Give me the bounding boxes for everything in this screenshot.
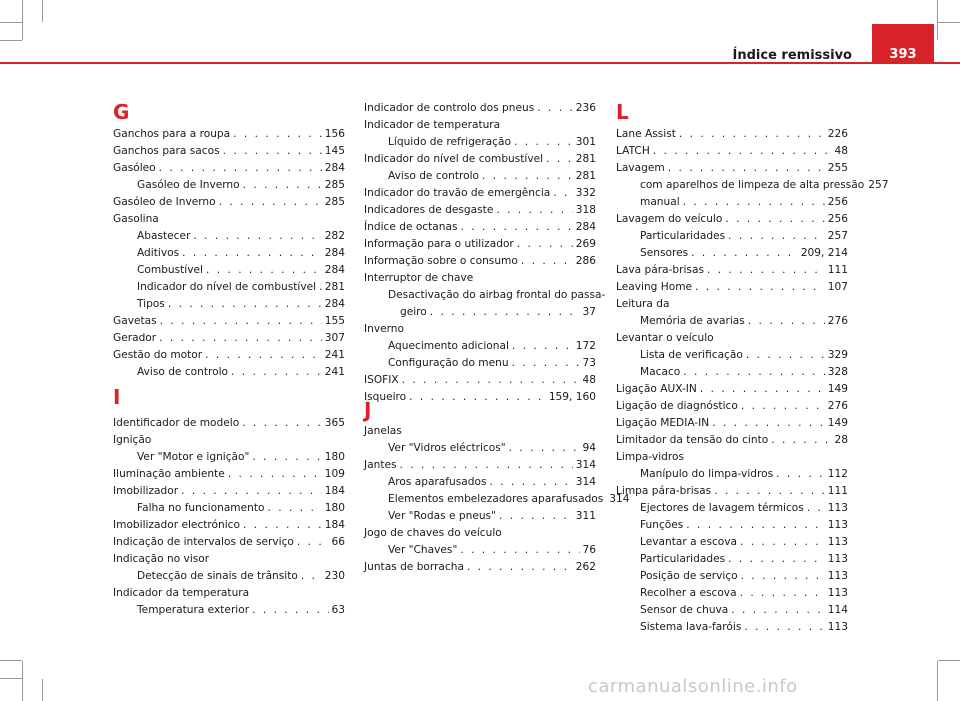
crop-mark xyxy=(0,40,22,41)
index-heading: Levantar o veículo xyxy=(616,332,714,344)
index-entry: Gasóleo . . . 284 xyxy=(113,160,345,177)
index-subentry: Configuração do menu . . . 73 xyxy=(388,355,596,372)
index-heading: Gasolina xyxy=(113,213,159,225)
index-subentry: Ver "Motor e ignição" . . . 180 xyxy=(137,449,345,466)
index-heading: Janelas xyxy=(364,425,402,437)
index-heading: Interruptor de chave xyxy=(364,272,474,284)
index-subentry: Aros aparafusados . . . 314 xyxy=(388,474,596,491)
index-subentry: Posição de serviço . . . 113 xyxy=(640,568,848,585)
index-entry: Indicador do travão de emergência . . . 332 xyxy=(364,185,596,202)
index-entry: Limpa pára-brisas . . . 111 xyxy=(616,483,848,500)
index-entry: Leaving Home . . . 107 xyxy=(616,279,848,296)
index-entry: Iluminação ambiente . . . 109 xyxy=(113,466,345,483)
index-entry: Índice de octanas . . . 284 xyxy=(364,219,596,236)
index-entry: Indicador do nível de combustível . . . 281 xyxy=(364,151,596,168)
index-entry: Jantes . . . 314 xyxy=(364,457,596,474)
index-entry: LATCH . . . 48 xyxy=(616,143,848,160)
index-subentry: Sensor de chuva . . . 114 xyxy=(640,602,848,619)
watermark: carmanualsonline.info xyxy=(588,676,798,697)
index-entry: Juntas de borracha . . . 262 xyxy=(364,559,596,576)
index-entry: Lavagem do veículo . . . 256 xyxy=(616,211,848,228)
crop-mark xyxy=(42,679,43,701)
page-number: 393 xyxy=(889,47,917,62)
index-subentry: Aviso de controlo . . . 241 xyxy=(137,364,345,381)
index-entry: Imobilizador . . . 184 xyxy=(113,483,345,500)
index-heading: Indicação no visor xyxy=(113,553,210,565)
index-heading: Indicador da temperatura xyxy=(113,587,250,599)
crop-mark xyxy=(22,0,23,40)
index-subentry: Ejectores de lavagem térmicos . . . 113 xyxy=(640,500,848,517)
crop-mark xyxy=(0,22,22,23)
crop-mark xyxy=(937,661,938,701)
index-subheading: Desactivação do airbag frontal do passa- xyxy=(388,289,606,301)
index-subentry: Memória de avarias . . . 276 xyxy=(640,313,848,330)
index-subentry: Ver "Vidros eléctricos" . . . 94 xyxy=(388,440,596,457)
index-subentry: manual . . . 256 xyxy=(640,194,848,211)
index-subentry: Aquecimento adicional . . . 172 xyxy=(388,338,596,355)
page-title: Índice remissivo xyxy=(732,48,852,63)
index-entry: Limitador da tensão do cinto . . . 28 xyxy=(616,432,848,449)
index-heading: Limpa-vidros xyxy=(616,451,684,463)
page-number-box xyxy=(872,24,934,64)
index-subentry: Particularidades . . . 257 xyxy=(640,228,848,245)
index-entry: Gavetas . . . 155 xyxy=(113,313,345,330)
index-entry: Indicador de controlo dos pneus . . . 236 xyxy=(364,100,596,117)
section-letter-j: J xyxy=(364,398,372,422)
index-heading: Jogo de chaves do veículo xyxy=(364,527,502,539)
section-letter-l: L xyxy=(616,100,629,124)
index-heading: Indicador de temperatura xyxy=(364,119,501,131)
crop-mark xyxy=(937,0,938,40)
index-subentry: Falha no funcionamento . . . 180 xyxy=(137,500,345,517)
index-entry: Informação sobre o consumo . . . 286 xyxy=(364,253,596,270)
index-subentry: Particularidades . . . 113 xyxy=(640,551,848,568)
index-entry: Imobilizador electrónico . . . 184 xyxy=(113,517,345,534)
index-entry: ISOFIX . . . 48 xyxy=(364,372,596,389)
index-entry: Lava pára-brisas . . . 111 xyxy=(616,262,848,279)
index-subentry: Aviso de controlo . . . 281 xyxy=(388,168,596,185)
index-entry: Isqueiro . . . 159, 160 xyxy=(364,389,596,406)
crop-mark xyxy=(42,0,43,22)
index-subentry: Sistema lava-faróis . . . 113 xyxy=(640,619,848,636)
index-entry: Gasóleo de Inverno . . . 285 xyxy=(113,194,345,211)
index-entry: Gerador . . . 307 xyxy=(113,330,345,347)
index-subentry: Tipos . . . 284 xyxy=(137,296,345,313)
index-subentry: Lista de verificação . . . 329 xyxy=(640,347,848,364)
index-subentry: Temperatura exterior . . . 63 xyxy=(137,602,345,619)
index-subentry: Aditivos . . . 284 xyxy=(137,245,345,262)
index-subentry: Abastecer . . . 282 xyxy=(137,228,345,245)
crop-mark xyxy=(0,678,22,679)
index-entry: Identificador de modelo . . . 365 xyxy=(113,415,345,432)
crop-mark xyxy=(938,22,960,23)
index-subentry: Levantar a escova . . . 113 xyxy=(640,534,848,551)
section-letter-i: I xyxy=(113,385,121,409)
index-entry: Ligação MEDIA-IN . . . 149 xyxy=(616,415,848,432)
index-entry: Indicadores de desgaste . . . 318 xyxy=(364,202,596,219)
index-heading: Leitura da xyxy=(616,298,670,310)
index-entry: Lavagem . . . 255 xyxy=(616,160,848,177)
index-heading: Inverno xyxy=(364,323,404,335)
index-entry: Ganchos para a roupa . . . 156 xyxy=(113,126,345,143)
index-subentry: Macaco . . . 328 xyxy=(640,364,848,381)
index-subentry: Recolher a escova . . . 113 xyxy=(640,585,848,602)
index-subentry: Ver "Chaves" . . . 76 xyxy=(388,542,596,559)
index-entry: Ganchos para sacos . . . 145 xyxy=(113,143,345,160)
section-letter-g: G xyxy=(113,100,130,124)
index-entry: Ligação de diagnóstico . . . 276 xyxy=(616,398,848,415)
index-subentry: Elementos embelezadores aparafusados 314 xyxy=(388,493,630,505)
index-entry: Gestão do motor . . . 241 xyxy=(113,347,345,364)
index-entry: Informação para o utilizador . . . 269 xyxy=(364,236,596,253)
crop-mark xyxy=(0,660,22,661)
index-subentry: Detecção de sinais de trânsito . . . 230 xyxy=(137,568,345,585)
index-subentry: Líquido de refrigeração . . . 301 xyxy=(388,134,596,151)
index-entry: Indicação de intervalos de serviço . . . 66 xyxy=(113,534,345,551)
index-subentry: Manípulo do limpa-vidros . . . 112 xyxy=(640,466,848,483)
crop-mark xyxy=(22,661,23,701)
index-subentry: Sensores . . . 209, 214 xyxy=(640,245,848,262)
index-subentry: Ver "Rodas e pneus" . . . 311 xyxy=(388,508,596,525)
index-subentry: Funções . . . 113 xyxy=(640,517,848,534)
index-heading: Ignição xyxy=(113,434,152,446)
index-subentry: geiro . . . 37 xyxy=(400,304,596,321)
index-subentry: com aparelhos de limpeza de alta pressão 257 xyxy=(640,179,889,191)
index-entry: Lane Assist . . . 226 xyxy=(616,126,848,143)
index-entry: Ligação AUX-IN . . . 149 xyxy=(616,381,848,398)
index-subentry: Gasóleo de Inverno . . . 285 xyxy=(137,177,345,194)
index-subentry: Indicador do nível de combustível . . . 281 xyxy=(137,279,345,296)
crop-mark xyxy=(938,660,960,661)
index-subentry: Combustível . . . 284 xyxy=(137,262,345,279)
